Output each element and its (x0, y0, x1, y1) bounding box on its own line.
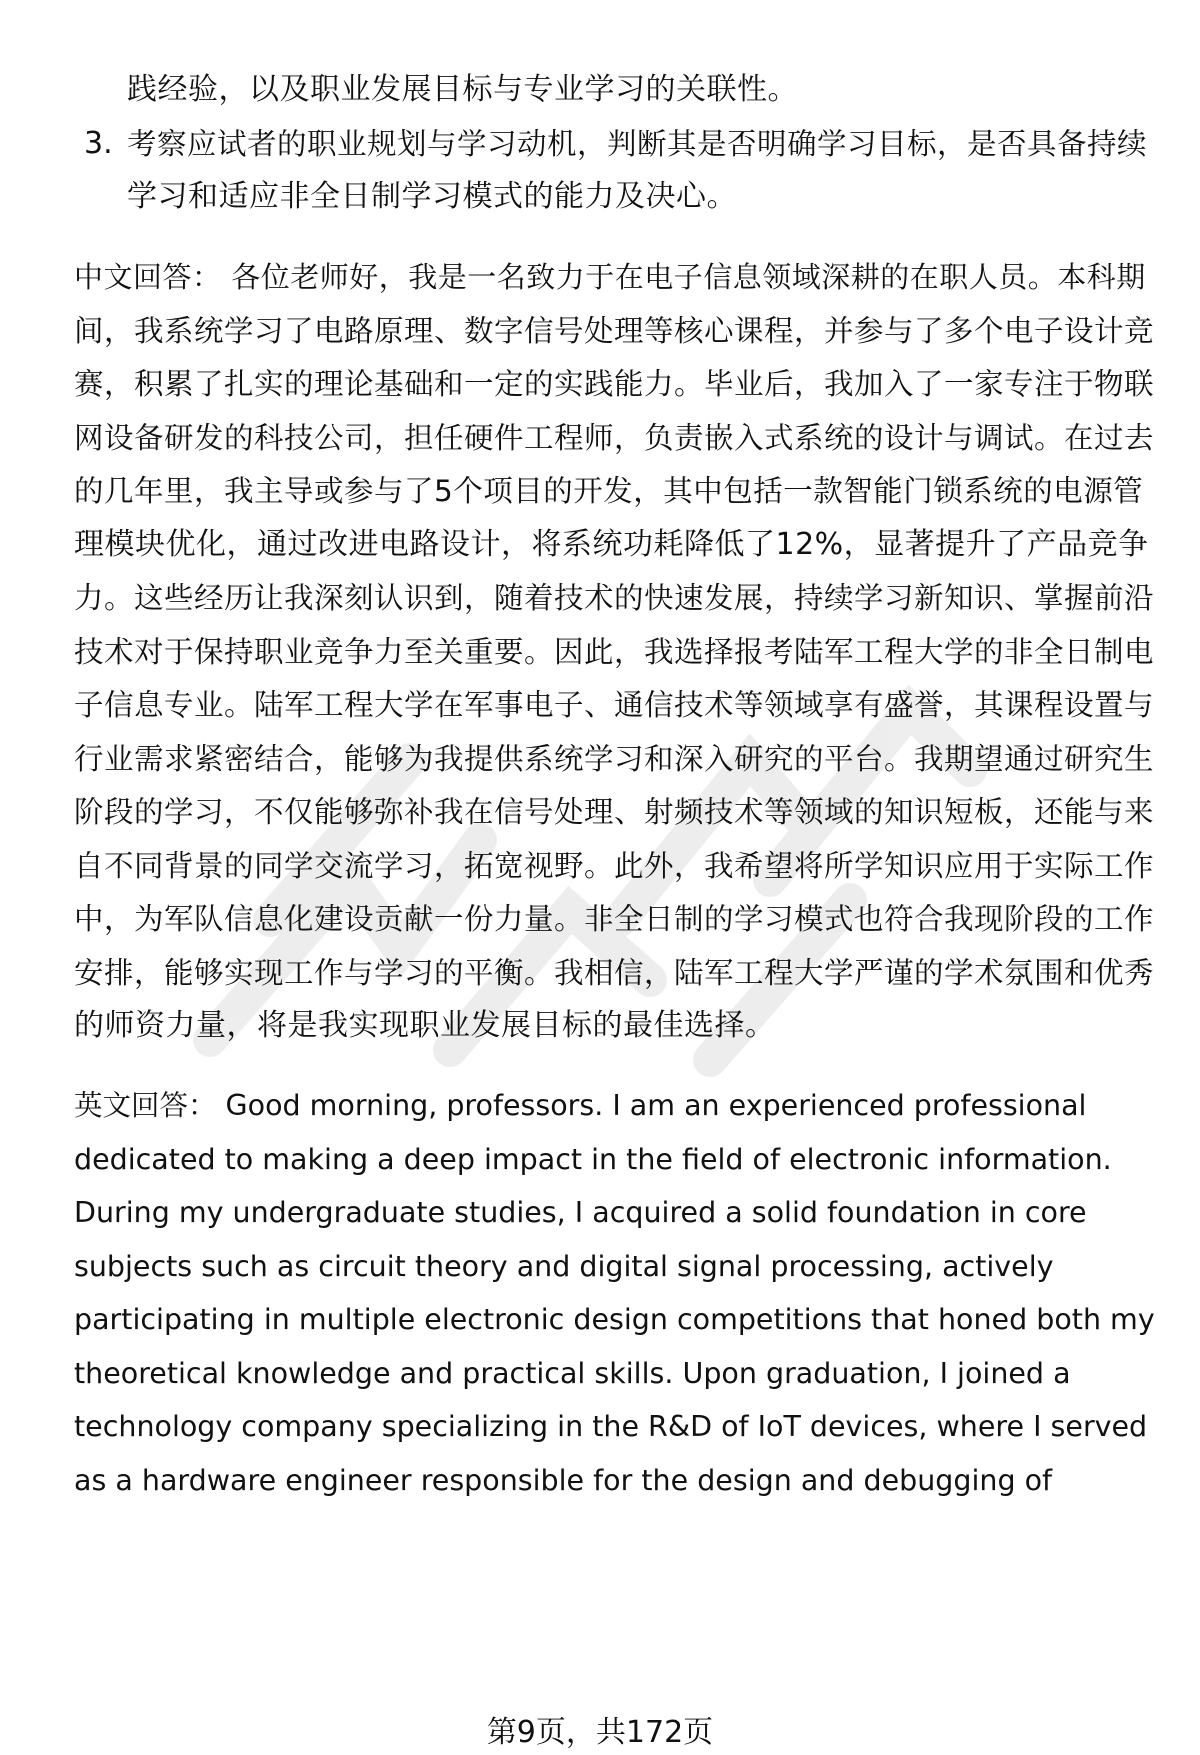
list-item-3-line: 考察应试者的职业规划与学习动机，判断其是否明确学习目标，是否具备持续 (127, 127, 1148, 161)
chinese-answer-line: 的师资力量，将是我实现职业发展目标的最佳选择。 (74, 1008, 776, 1043)
chinese-answer-line: 中，为军队信息化建设贡献一份力量。非全日制的学习模式也符合我现阶段的工作 (74, 902, 1155, 936)
chinese-answer-line: 自不同背景的同学交流学习，拓宽视野。此外，我希望将所学知识应用于实际工作 (74, 849, 1155, 883)
list-item-2-continuation: 践经验，以及职业发展目标与专业学习的关联性。 (127, 72, 798, 107)
chinese-answer-line: 安排，能够实现工作与学习的平衡。我相信，陆军工程大学严谨的学术氛围和优秀 (74, 956, 1155, 990)
chinese-answer-line: 子信息专业。陆军工程大学在军事电子、通信技术等领域享有盛誉，其课程设置与 (74, 688, 1155, 722)
list-item-3-line: 学习和适应非全日制学习模式的能力及决心。 (127, 179, 737, 214)
chinese-answer-line: 阶段的学习，不仅能够弥补我在信号处理、射频技术等领域的知识短板，还能与来 (74, 795, 1155, 829)
chinese-answer-line: 间，我系统学习了电路原理、数字信号处理等核心课程，并参与了多个电子设计竞 (74, 314, 1155, 348)
english-answer-line: participating in multiple electronic design competitions that honed both my (74, 1303, 1155, 1336)
english-answer-line: During my undergraduate studies, I acquired a solid foundation in core (74, 1196, 1087, 1229)
list-item-3-number: 3. (84, 126, 113, 161)
english-answer-line: dedicated to making a deep impact in the field of electronic information. (74, 1143, 1112, 1176)
chinese-answer-line: 中文回答： 各位老师好，我是一名致力于在电子信息领域深耕的在职人员。本科期 (74, 260, 1146, 294)
page-number-footer: 第9页，共172页 (486, 1715, 714, 1750)
english-answer-line: subjects such as circuit theory and digital signal processing, actively (74, 1250, 1054, 1283)
english-answer-line: technology company specializing in the R&D of IoT devices, where I served (74, 1410, 1148, 1443)
chinese-answer-line: 技术对于保持职业竞争力至关重要。因此，我选择报考陆军工程大学的非全日制电 (74, 635, 1155, 669)
chinese-answer-line: 行业需求紧密结合，能够为我提供系统学习和深入研究的平台。我期望通过研究生 (74, 742, 1155, 776)
english-answer-line: 英文回答： Good morning, professors. I am an experienced professional (74, 1089, 1087, 1122)
chinese-answer-line: 赛，积累了扎实的理论基础和一定的实践能力。毕业后，我加入了一家专注于物联 (74, 367, 1155, 401)
chinese-answer-line: 理模块优化，通过改进电路设计，将系统功耗降低了12%，显著提升了产品竞争 (74, 527, 1149, 562)
english-answer-line: theoretical knowledge and practical skills. Upon graduation, I joined a (74, 1357, 1071, 1390)
chinese-answer-line: 力。这些经历让我深刻认识到，随着技术的快速发展，持续学习新知识、掌握前沿 (74, 581, 1155, 615)
chinese-answer-line: 的几年里，我主导或参与了5个项目的开发，其中包括一款智能门锁系统的电源管 (74, 474, 1144, 508)
english-answer-line: as a hardware engineer responsible for the design and debugging of (74, 1464, 1053, 1497)
chinese-answer-line: 网设备研发的科技公司，担任硬件工程师，负责嵌入式系统的设计与调试。在过去 (74, 421, 1155, 455)
